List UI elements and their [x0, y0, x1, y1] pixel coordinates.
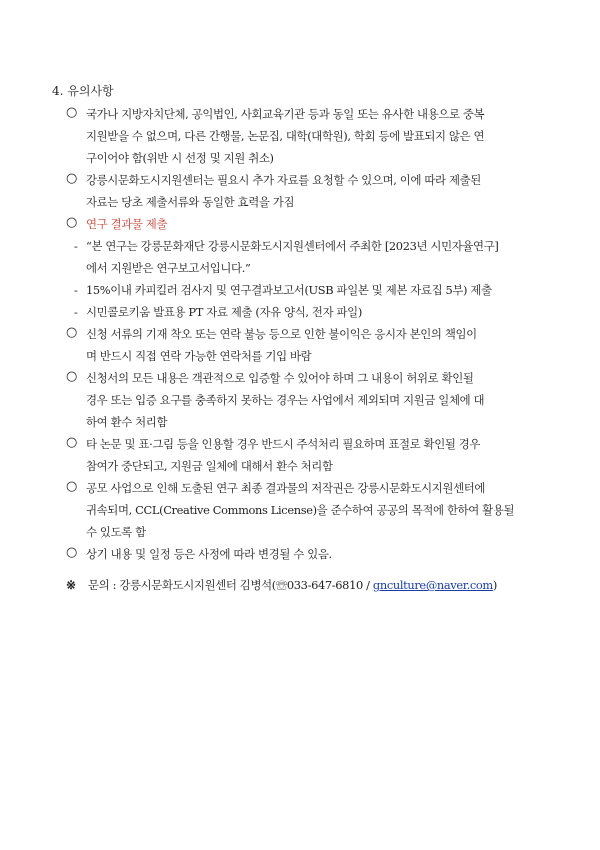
item-7-line-1: 공모 사업으로 인해 도출된 연구 최종 결과물의 저작권은 강릉시문화도시지원센터에: [86, 481, 486, 495]
sub-item-1-line-1: “본 연구는 강릉문화재단 강릉시문화도시지원센터에서 주최한 [2023년 시민자율연구]: [86, 239, 499, 253]
bullet-circle: ○: [66, 105, 78, 120]
item-6-line-1: 타 논문 및 표·그림 등을 인용할 경우 반드시 주석처리 필요하며 표절로 확인될 경우: [86, 437, 481, 451]
bullet-circle: ○: [66, 171, 78, 186]
item-4-line-2: 며 반드시 직접 연락 가능한 연락처를 기입 바람: [86, 349, 312, 363]
item-4-line-1: 신청 서류의 기재 착오 또는 연락 불능 등으로 인한 불이익은 응시자 본인의 책임이: [86, 327, 477, 341]
contact-text: 문의 : 강릉시문화도시지원센터 김병석(☏033-647-6810 /: [88, 578, 373, 592]
contact-email-link[interactable]: gnculture@naver.com: [372, 578, 493, 592]
reference-mark: ※: [66, 578, 77, 592]
item-3-line-1-highlight: 연구 결과물 제출: [86, 217, 168, 231]
bullet-circle: ○: [66, 369, 78, 384]
item-2-line-1: 강릉시문화도시지원센터는 필요시 추가 자료를 요청할 수 있으며, 이에 따라 제출된: [86, 173, 481, 187]
item-5-line-3: 하여 환수 처리함: [86, 415, 168, 429]
contact-line: [88, 577, 497, 593]
sub-bullet-dash: -: [74, 283, 78, 297]
sub-item-3-line-1: 시민콜로키움 발표용 PT 자료 제출 (자유 양식, 전자 파일): [86, 305, 362, 319]
bullet-circle: ○: [66, 479, 78, 494]
section-heading: 4. 유의사항: [52, 84, 114, 98]
bullet-circle: ○: [66, 325, 78, 340]
item-1-line-2: 지원받을 수 없으며, 다른 간행물, 논문집, 대학(대학원), 학회 등에 발표되지 않은 연: [86, 129, 485, 143]
bullet-circle: ○: [66, 435, 78, 450]
item-2-line-2: 자료는 당초 제출서류와 동일한 효력을 가짐: [86, 195, 295, 209]
item-1-line-1: 국가나 지방자치단체, 공익법인, 사회교육기관 등과 동일 또는 유사한 내용으로 중복: [86, 107, 485, 121]
item-5-line-1: 신청서의 모든 내용은 객관적으로 입증할 수 있어야 하며 그 내용이 허위로 확인될: [86, 371, 474, 385]
item-6-line-2: 참여가 중단되고, 지원금 일체에 대해서 환수 처리함: [86, 459, 333, 473]
sub-item-2-line-1: 15%이내 카피킬러 검사지 및 연구결과보고서(USB 파일본 및 제본 자료집 5부) 제출: [86, 283, 492, 297]
item-1-line-3: 구이어야 함(위반 시 선정 및 지원 취소): [86, 151, 274, 165]
item-7-line-2: 귀속되며, CCL(Creative Commons License)을 준수하여 공공의 목적에 한하여 활용될: [86, 503, 515, 517]
bullet-circle: ○: [66, 545, 78, 560]
bullet-circle: ○: [66, 215, 78, 230]
sub-bullet-dash: -: [74, 239, 78, 253]
item-5-line-2: 경우 또는 입증 요구를 충족하지 못하는 경우는 사업에서 제외되며 지원금 일체에 대: [86, 393, 485, 407]
sub-item-1-line-2: 에서 지원받은 연구보고서입니다.”: [86, 261, 251, 275]
contact-close: ): [492, 578, 497, 592]
item-8-line-1: 상기 내용 및 일정 등은 사정에 따라 변경될 수 있음.: [86, 547, 332, 561]
item-7-line-3: 수 있도록 함: [86, 525, 146, 539]
sub-bullet-dash: -: [74, 305, 78, 319]
